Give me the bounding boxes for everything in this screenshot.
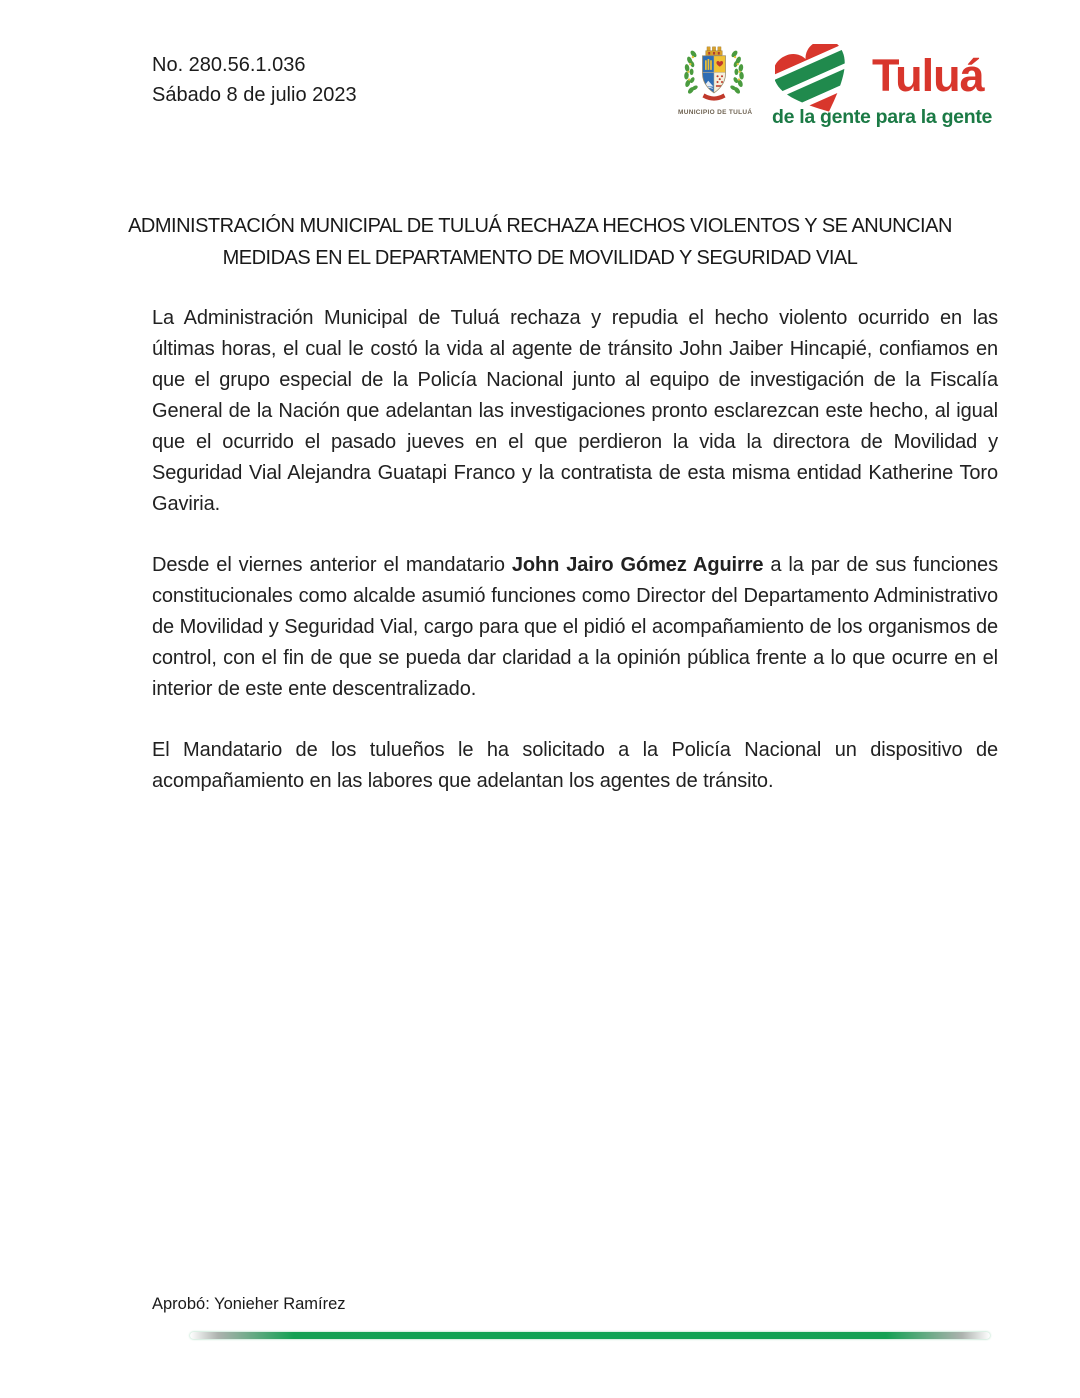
press-release-body bbox=[152, 303, 998, 827]
approved-by: Aprobó: Yonieher Ramírez bbox=[152, 1295, 346, 1313]
paragraph-2-lead: Desde el viernes anterior el mandatario bbox=[152, 554, 512, 576]
press-release-title: ADMINISTRACIÓN MUNICIPAL DE TULUÁ RECHAZA HECHOS VIOLENTOS Y SE ANUNCIAN MEDIDAS EN EL DEPARTAMENTO DE MOVILIDAD Y SEGURIDAD VIAL bbox=[128, 215, 952, 269]
footer-divider-bar bbox=[190, 1332, 990, 1339]
coat-of-arms-caption: MUNICIPIO DE TULUÁ bbox=[678, 109, 753, 116]
document-meta bbox=[152, 50, 357, 110]
paragraph-2-rest: a la par de sus funciones constitucionales como alcalde asumió funciones como Director del Departamento Administrativo de Movilidad y Seguridad Vial, cargo para que el pidió el acompañamiento de los organismos de control, con el fin de que se pueda dar claridad a la opinión pública frente a lo que ocurre en el interior de este ente descentralizado. bbox=[152, 554, 998, 700]
municipal-coat-of-arms bbox=[678, 42, 753, 116]
paragraph-1: La Administración Municipal de Tuluá rechaza y repudia el hecho violento ocurrido en las últimas horas, el cual le costó la vida al agente de tránsito John Jaiber Hincapié, confiamos en que el grupo especial de la Policía Nacional junto al equipo de investigación de la Fiscalía General de la Nación que adelantan las investigaciones pronto esclarezcan este hecho, al igual que el ocurrido el pasado jueves en el que perdieron la vida la directora de Movilidad y Seguridad Vial Alejandra Guatapi Franco y la contratista de esta misma entidad Katherine Toro Gaviria. bbox=[152, 307, 998, 515]
paragraph-3: El Mandatario de los tulueños le ha solicitado a la Policía Nacional un dispositivo de acompañamiento en las labores que adelantan los agentes de tránsito. bbox=[152, 739, 998, 792]
doc-date: Sábado 8 de julio 2023 bbox=[152, 84, 357, 106]
doc-number: No. 280.56.1.036 bbox=[152, 54, 306, 76]
brand-tagline: de la gente para la gente bbox=[772, 106, 993, 128]
brand-name: Tuluá bbox=[872, 50, 984, 101]
paragraph-2 bbox=[152, 550, 998, 705]
coat-of-arms-icon bbox=[682, 42, 746, 108]
mayor-name-bold: John Jairo Gómez Aguirre bbox=[511, 554, 764, 576]
